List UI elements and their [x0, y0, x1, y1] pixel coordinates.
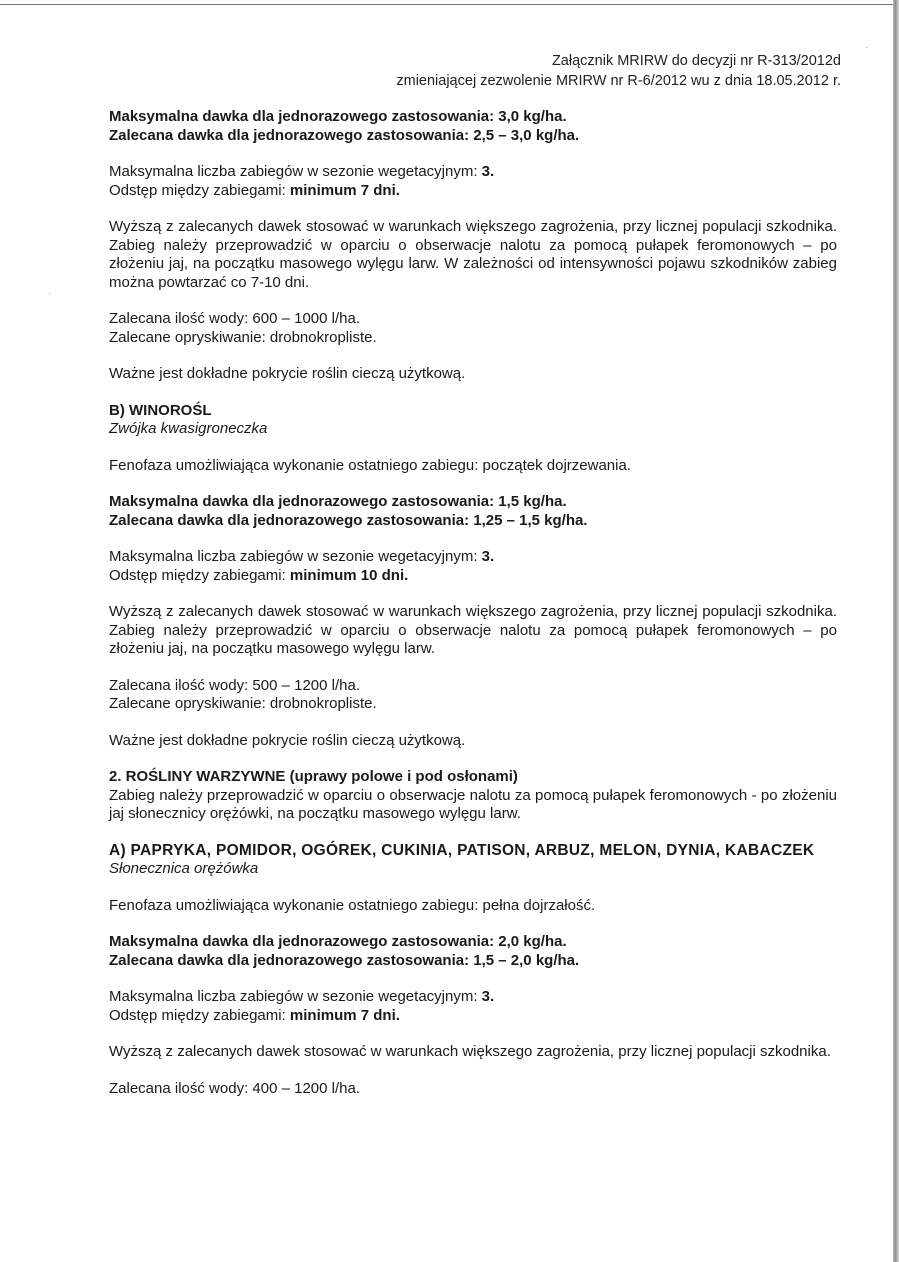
max-dose: Maksymalna dawka dla jednorazowego zastosowania: 2,0 kg/ha. [109, 933, 567, 950]
pest-name: Zwójka kwasigroneczka [109, 420, 268, 437]
pest-name: Słonecznica orężówka [109, 860, 259, 877]
scan-edge-right [893, 0, 899, 1262]
treatment-interval: Odstęp między zabiegami: minimum 7 dni. [109, 1006, 400, 1024]
header-amendment-line: zmieniającej zezwolenie MRIRW nr R-6/2012 wu z dnia 18.05.2012 r. [396, 73, 841, 89]
usage-note: Wyższą z zalecanych dawek stosować w warunkach większego zagrożenia, przy licznej populacji szkodnika. [109, 1043, 831, 1060]
max-dose: Maksymalna dawka dla jednorazowego zastosowania: 1,5 kg/ha. [109, 493, 567, 510]
water-amount: Zalecana ilość wody: 600 – 1000 l/ha. [109, 310, 360, 327]
section-intro: Zabieg należy przeprowadzić w oparciu o obserwacje nalotu za pomocą pułapek feromonowych - po złożeniu jaj słonecznicy orężówki, na początku masowego wylęgu larw. [109, 786, 837, 822]
recommended-dose: Zalecana dawka dla jednorazowego zastosowania: 1,25 – 1,5 kg/ha. [109, 511, 588, 529]
section-title: A) PAPRYKA, POMIDOR, OGÓREK, CUKINIA, PATISON, ARBUZ, MELON, DYNIA, KABACZEK [109, 841, 815, 859]
phenophase: Fenofaza umożliwiająca wykonanie ostatniego zabiegu: początek dojrzewania. [109, 456, 631, 474]
coverage-note: Ważne jest dokładne pokrycie roślin cieczą użytkową. [109, 731, 466, 749]
recommended-dose: Zalecana dawka dla jednorazowego zastosowania: 2,5 – 3,0 kg/ha. [109, 126, 580, 144]
max-treatments: Maksymalna liczba zabiegów w sezonie wegetacyjnym: 3. [109, 988, 495, 1005]
max-treatments: Maksymalna liczba zabiegów w sezonie wegetacyjnym: 3. [109, 163, 495, 180]
treatment-interval: Odstęp między zabiegami: minimum 7 dni. [109, 181, 400, 199]
spray-type: Zalecane opryskiwanie: drobnokropliste. [109, 695, 377, 712]
section-title: B) WINOROŚL [109, 401, 212, 419]
usage-note: Wyższą z zalecanych dawek stosować w warunkach większego zagrożenia, przy licznej populacji szkodnika. Zabieg należy przeprowadzić w oparciu o obserwacje nalotu za pomocą pułapek feromonowych – po złożeniu jaj, na początku masowego wylęgu larw. [109, 603, 837, 657]
treatment-interval: Odstęp między zabiegami: minimum 10 dni. [109, 566, 409, 584]
header-attachment-line: Załącznik MRIRW do decyzji nr R-313/2012d [551, 53, 841, 69]
water-amount: Zalecana ilość wody: 500 – 1200 l/ha. [109, 676, 360, 694]
scan-edge-top [0, 4, 893, 5]
usage-note: Wyższą z zalecanych dawek stosować w warunkach większego zagrożenia, przy licznej populacji szkodnika. Zabieg należy przeprowadzić w oparciu o obserwacje nalotu za pomocą pułapek feromonowych – po złożeniu jaj, na początku masowego wylęgu larw. W zależności od intensywności pojawu szkodników zabieg można powtarzać co 7-10 dni. [109, 218, 837, 291]
document-body [109, 108, 837, 1098]
document-header [321, 51, 841, 91]
phenophase: Fenofaza umożliwiająca wykonanie ostatniego zabiegu: pełna dojrzałość. [109, 896, 596, 914]
max-treatments: Maksymalna liczba zabiegów w sezonie wegetacyjnym: 3. [109, 548, 495, 565]
max-dose: Maksymalna dawka dla jednorazowego zastosowania: 3,0 kg/ha. [109, 108, 567, 125]
margin-speck: · [48, 288, 52, 299]
recommended-dose: Zalecana dawka dla jednorazowego zastosowania: 1,5 – 2,0 kg/ha. [109, 951, 580, 969]
coverage-note: Ważne jest dokładne pokrycie roślin cieczą użytkową. [109, 365, 466, 382]
water-amount: Zalecana ilość wody: 400 – 1200 l/ha. [109, 1079, 360, 1097]
margin-speck: · [865, 42, 869, 53]
section-title: 2. ROŚLINY WARZYWNE (uprawy polowe i pod osłonami) [109, 768, 518, 785]
spray-type: Zalecane opryskiwanie: drobnokropliste. [109, 328, 377, 346]
